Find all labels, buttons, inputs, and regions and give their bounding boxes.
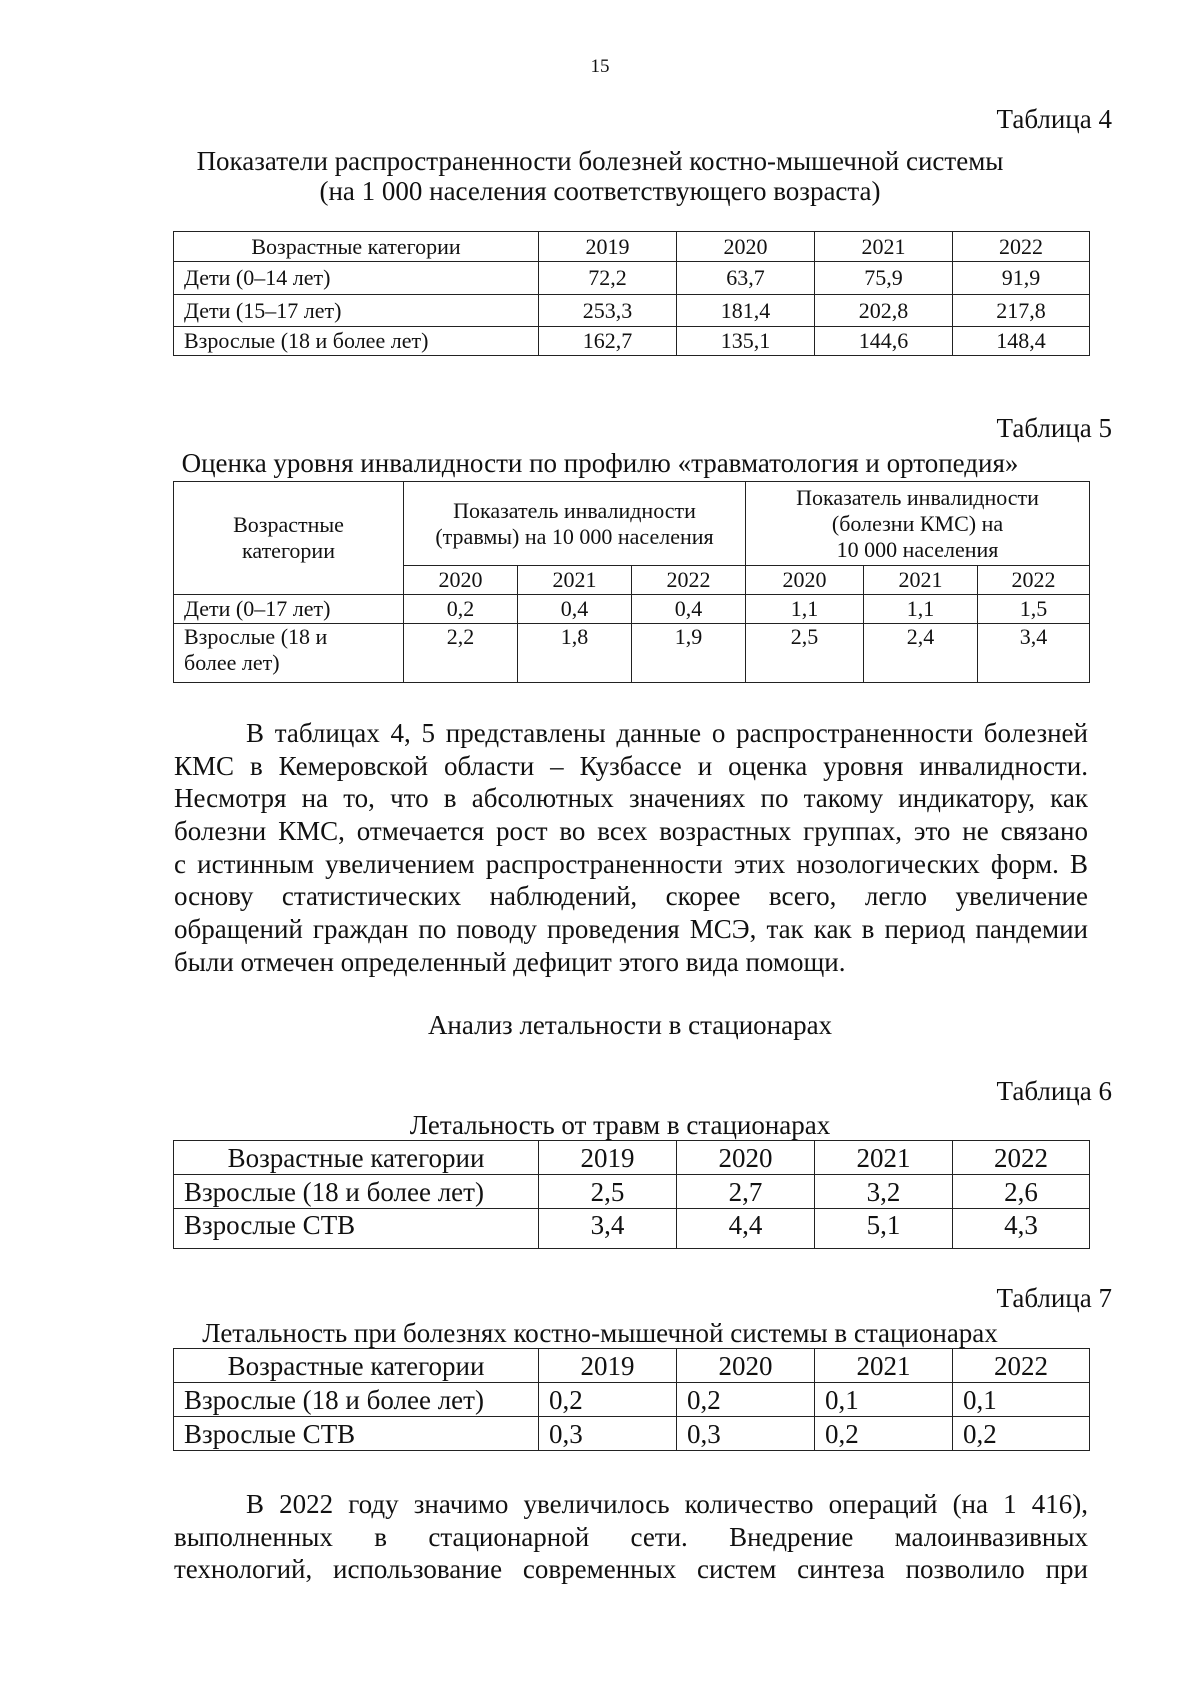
table4-value-cell: 75,9: [815, 262, 953, 295]
table5-category-line1: Взрослые (18 и: [184, 624, 328, 649]
table5-category-header: [174, 482, 404, 595]
paragraph-1: [174, 717, 1088, 979]
table4-header-cell: Возрастные категории: [174, 232, 539, 262]
table4-title-line2: (на 1 000 населения соответствующего возраста): [319, 176, 881, 206]
table4-value-cell: 181,4: [677, 295, 815, 327]
table6-header-cell: 2021: [815, 1141, 953, 1175]
table5-group2-line2: (болезни КМС) на: [831, 510, 1004, 536]
table6-header-cell: Возрастные категории: [174, 1141, 539, 1175]
table7-value-cell: 0,2: [677, 1383, 815, 1417]
table5-value-cell: 0,4: [632, 595, 746, 624]
table4-header-cell: 2022: [953, 232, 1090, 262]
table4-category-cell: Дети (15–17 лет): [174, 295, 539, 327]
table6-label: Таблица 6: [996, 1076, 1112, 1106]
table7-label: Таблица 7: [996, 1283, 1112, 1313]
table5-value-cell: 1,1: [746, 595, 864, 624]
table4-value-cell: 72,2: [539, 262, 677, 295]
paragraph-2: [174, 1488, 1088, 1586]
paragraph-line: болезни КМС, отмечается рост во всех возрастных группах, это не связано: [174, 816, 1088, 847]
table7: [173, 1348, 1090, 1451]
table5-year-cell: 2022: [978, 566, 1090, 595]
table5-value-cell: 3,4: [978, 624, 1090, 683]
table4-value-cell: 148,4: [953, 327, 1090, 356]
table5-category-line2: более лет): [184, 650, 280, 675]
table7-header-cell: 2021: [815, 1349, 953, 1383]
table6-value-cell: 3,4: [539, 1209, 677, 1249]
table7-value-cell: 0,1: [953, 1383, 1090, 1417]
paragraph-line: КМС в Кемеровской области – Кузбассе и оценка уровня инвалидности.: [174, 750, 1088, 781]
table7-category-cell: Взрослые (18 и более лет): [174, 1383, 539, 1417]
table4-header-cell: 2021: [815, 232, 953, 262]
table5-value-cell: 1,5: [978, 595, 1090, 624]
paragraph-line: выполненных в стационарной сети. Внедрение малоинвазивных: [174, 1521, 1088, 1552]
table7-header-cell: 2020: [677, 1349, 815, 1383]
table7-value-cell: 0,2: [539, 1383, 677, 1417]
table4: [173, 231, 1090, 356]
table4-category-cell: Дети (0–14 лет): [174, 262, 539, 295]
table5-group2-line1: Показатель инвалидности: [796, 484, 1039, 510]
table5-value-cell: 2,5: [746, 624, 864, 683]
table5: [173, 481, 1090, 683]
table5-category-cell: Дети (0–17 лет): [174, 595, 404, 624]
table5-value-cell: 0,4: [518, 595, 632, 624]
table4-value-cell: 144,6: [815, 327, 953, 356]
table-row: [174, 262, 1090, 295]
table7-category-cell: Взрослые СТВ: [174, 1417, 539, 1451]
table6: [173, 1140, 1090, 1249]
table7-value-cell: 0,2: [815, 1417, 953, 1451]
table5-value-cell: 2,4: [864, 624, 978, 683]
table5-title: Оценка уровня инвалидности по профилю «травматология и ортопедия»: [181, 448, 1019, 478]
table5-group2-header: [746, 482, 1090, 566]
table7-value-cell: 0,2: [953, 1417, 1090, 1451]
table7-value-cell: 0,1: [815, 1383, 953, 1417]
table6-title: Летальность от травм в стационарах: [409, 1110, 831, 1140]
paragraph-line: с истинным увеличением распространенности этих нозологических форм. В: [174, 848, 1088, 879]
page-number: 15: [590, 56, 610, 77]
paragraph-line: были отмечен определенный дефицит этого вида помощи.: [174, 946, 846, 977]
table5-label: Таблица 5: [996, 413, 1112, 443]
table5-value-cell: 2,2: [404, 624, 518, 683]
table-row: [174, 327, 1090, 356]
table-row: [174, 1383, 1090, 1417]
paragraph-line: обращений граждан по поводу проведения МСЭ, так как в период пандемии: [174, 914, 1088, 945]
table5-value-cell: 1,1: [864, 595, 978, 624]
table4-header-row: [174, 232, 1090, 262]
table4-category-cell: Взрослые (18 и более лет): [174, 327, 539, 356]
table4-header-cell: 2020: [677, 232, 815, 262]
table5-group1-header: [404, 482, 746, 566]
table5-group2-line3: 10 000 населения: [836, 536, 999, 562]
table-row: [174, 595, 1090, 624]
table6-header-cell: 2020: [677, 1141, 815, 1175]
table5-year-cell: 2021: [864, 566, 978, 595]
table4-value-cell: 135,1: [677, 327, 815, 356]
table4-value-cell: 253,3: [539, 295, 677, 327]
paragraph-line: основу статистических наблюдений, скорее всего, легло увеличение: [174, 881, 1088, 912]
table4-header-cell: 2019: [539, 232, 677, 262]
table6-value-cell: 4,3: [953, 1209, 1090, 1249]
table6-category-cell: Взрослые (18 и более лет): [174, 1175, 539, 1209]
table5-group1-line1: Показатель инвалидности: [453, 497, 696, 523]
table6-value-cell: 2,7: [677, 1175, 815, 1209]
table-row: [174, 624, 1090, 683]
table5-value-cell: 1,9: [632, 624, 746, 683]
table5-category-cell: [174, 624, 404, 683]
section-heading: Анализ летальности в стационарах: [427, 1010, 833, 1040]
table7-title: Летальность при болезнях костно-мышечной системы в стационарах: [202, 1318, 998, 1348]
table7-header-row: [174, 1349, 1090, 1383]
table6-value-cell: 2,5: [539, 1175, 677, 1209]
table-row: [174, 1209, 1090, 1249]
table5-group-header-row: [174, 482, 1090, 566]
table7-value-cell: 0,3: [539, 1417, 677, 1451]
table5-year-cell: 2022: [632, 566, 746, 595]
table5-group1-line2: (травмы) на 10 000 населения: [435, 523, 714, 549]
table7-header-cell: 2022: [953, 1349, 1090, 1383]
table4-value-cell: 202,8: [815, 295, 953, 327]
paragraph-line: В 2022 году значимо увеличилось количество операций (на 1 416),: [246, 1489, 1088, 1519]
table6-header-row: [174, 1141, 1090, 1175]
table4-title-line1: Показатели распространенности болезней костно-мышечной системы: [196, 146, 1004, 176]
table6-category-cell: Взрослые СТВ: [174, 1209, 539, 1249]
table5-year-cell: 2020: [404, 566, 518, 595]
table-row: [174, 1175, 1090, 1209]
table6-header-cell: 2019: [539, 1141, 677, 1175]
table6-value-cell: 4,4: [677, 1209, 815, 1249]
table5-value-cell: 0,2: [404, 595, 518, 624]
table4-value-cell: 91,9: [953, 262, 1090, 295]
table5-value-cell: 1,8: [518, 624, 632, 683]
table-row: [174, 1417, 1090, 1451]
table6-header-cell: 2022: [953, 1141, 1090, 1175]
table6-value-cell: 5,1: [815, 1209, 953, 1249]
table6-value-cell: 3,2: [815, 1175, 953, 1209]
table4-value-cell: 162,7: [539, 327, 677, 356]
paragraph-line: В таблицах 4, 5 представлены данные о распространенности болезней: [246, 718, 1088, 748]
table7-header-cell: Возрастные категории: [174, 1349, 539, 1383]
table5-category-header-line1: Возрастные: [233, 512, 344, 537]
paragraph-line: Несмотря на то, что в абсолютных значениях по такому индикатору, как: [174, 783, 1088, 814]
table6-value-cell: 2,6: [953, 1175, 1090, 1209]
table4-value-cell: 217,8: [953, 295, 1090, 327]
table4-label: Таблица 4: [996, 104, 1112, 134]
table5-year-cell: 2021: [518, 566, 632, 595]
paragraph-line: технологий, использование современных систем синтеза позволило при: [174, 1554, 1088, 1585]
table5-category-header-line2: категории: [242, 538, 335, 563]
table4-value-cell: 63,7: [677, 262, 815, 295]
table-row: [174, 295, 1090, 327]
table7-value-cell: 0,3: [677, 1417, 815, 1451]
table7-header-cell: 2019: [539, 1349, 677, 1383]
table5-year-cell: 2020: [746, 566, 864, 595]
